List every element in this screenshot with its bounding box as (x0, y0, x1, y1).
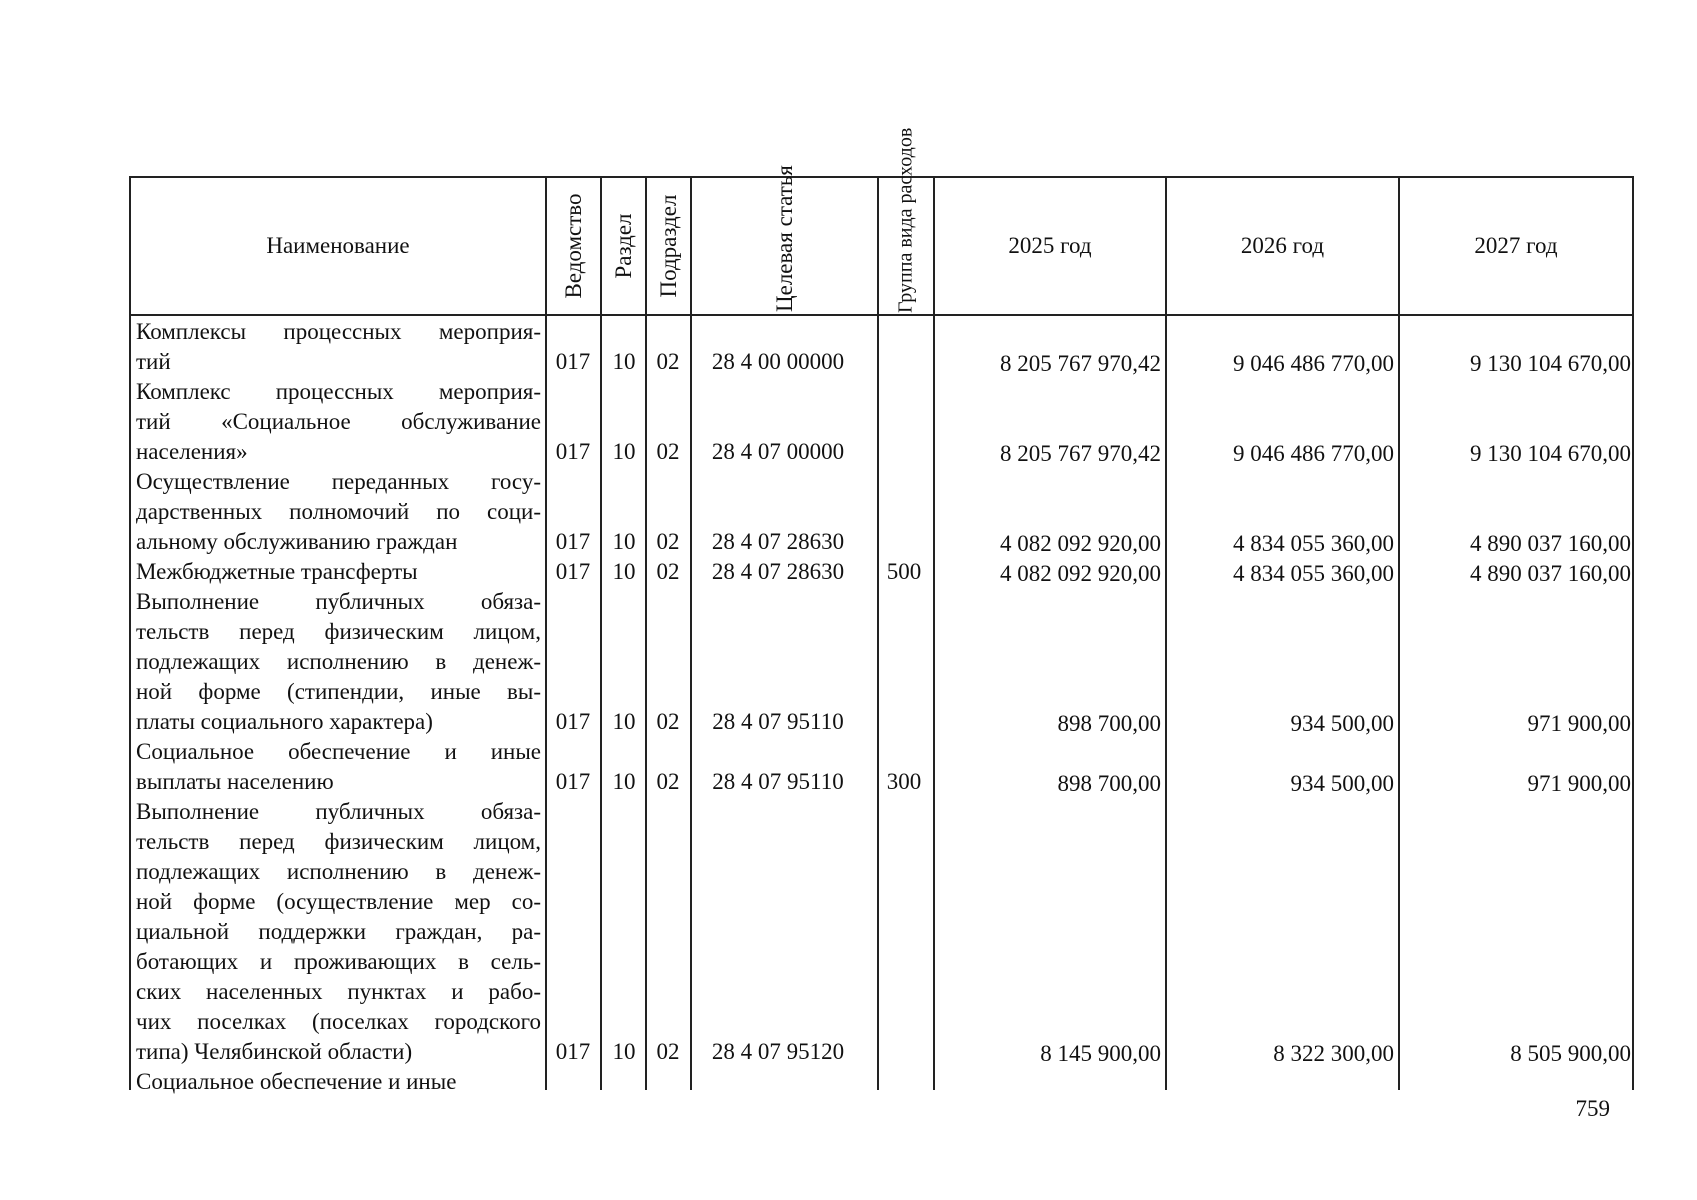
row-name-line: тельств перед физическим лицом, (136, 619, 541, 644)
cell-celevaya-statya: 28 4 07 95120 (711, 1039, 845, 1064)
row-name (136, 797, 541, 1067)
cell-gruppa-vida: 500 (886, 559, 922, 584)
cell-amount-2027: 4 890 037 160,00 (1470, 561, 1631, 586)
row-name-line: Выполнение публичных обяза- (136, 589, 541, 614)
cell-amount-2027: 9 130 104 670,00 (1470, 441, 1631, 466)
cell-razdel: 10 (612, 769, 636, 794)
row-name-line: чих поселках (поселках городского (136, 1009, 541, 1034)
header-celevaya-statya: Целевая статья (771, 165, 797, 312)
cell-podrazdel: 02 (656, 529, 680, 554)
row-name-line: подлежащих исполнению в денеж- (136, 859, 541, 884)
cell-razdel: 10 (612, 559, 636, 584)
row-name (136, 317, 541, 377)
row-name-line: тий (136, 349, 171, 374)
row-name-line: тий «Социальное обслуживание (136, 409, 541, 434)
cell-amount-2026: 9 046 486 770,00 (1233, 441, 1394, 466)
cell-razdel: 10 (612, 439, 636, 464)
cell-amount-2025: 4 082 092 920,00 (1000, 531, 1161, 556)
cell-podrazdel: 02 (656, 439, 680, 464)
cell-podrazdel: 02 (656, 1039, 680, 1064)
table-row (0, 377, 1697, 467)
cell-amount-2026: 934 500,00 (1290, 771, 1394, 796)
cell-celevaya-statya: 28 4 07 28630 (711, 529, 845, 554)
cell-vedomstvo: 017 (555, 439, 591, 464)
cell-amount-2026: 9 046 486 770,00 (1233, 351, 1394, 376)
cell-podrazdel: 02 (656, 559, 680, 584)
header-vedomstvo: Ведомство (560, 193, 586, 299)
cell-vedomstvo: 017 (555, 559, 591, 584)
row-name (136, 1067, 541, 1097)
cell-celevaya-statya: 28 4 07 00000 (711, 439, 845, 464)
table-row (0, 467, 1697, 557)
table-row (0, 557, 1697, 587)
cell-amount-2025: 8 205 767 970,42 (1000, 441, 1161, 466)
table-row (0, 1067, 1697, 1097)
table-header-divider (129, 314, 1634, 316)
row-name-line: Комплексы процессных мероприя- (136, 319, 541, 344)
row-name-line: подлежащих исполнению в денеж- (136, 649, 541, 674)
cell-razdel: 10 (612, 709, 636, 734)
row-name-line: дарственных полномочий по соци- (136, 499, 541, 524)
cell-amount-2027: 4 890 037 160,00 (1470, 531, 1631, 556)
header-razdel: Раздел (610, 213, 636, 279)
cell-podrazdel: 02 (656, 769, 680, 794)
table-row (0, 587, 1697, 737)
row-name-line: Комплекс процессных мероприя- (136, 379, 541, 404)
row-name-line: ботающих и проживающих в сель- (136, 949, 541, 974)
cell-celevaya-statya: 28 4 07 95110 (712, 709, 844, 734)
row-name (136, 737, 541, 797)
cell-vedomstvo: 017 (555, 529, 591, 554)
header-name: Наименование (266, 233, 410, 258)
row-name-line: Осуществление переданных госу- (136, 469, 541, 494)
row-name-line: циальной поддержки граждан, ра- (136, 919, 541, 944)
row-name-line: ной форме (стипендии, иные вы- (136, 679, 541, 704)
row-name-line: населения» (136, 439, 248, 464)
header-year-2027: 2027 год (1474, 233, 1558, 258)
table-row (0, 797, 1697, 1067)
cell-amount-2025: 898 700,00 (1057, 771, 1161, 796)
cell-vedomstvo: 017 (555, 709, 591, 734)
row-name (136, 587, 541, 737)
row-name (136, 467, 541, 557)
cell-amount-2026: 8 322 300,00 (1273, 1041, 1394, 1066)
row-name-line: ной форме (осуществление мер со- (136, 889, 541, 914)
cell-amount-2026: 4 834 055 360,00 (1233, 561, 1394, 586)
cell-vedomstvo: 017 (555, 769, 591, 794)
header-year-2025: 2025 год (1008, 233, 1092, 258)
header-gruppa-vida-rashodov: Группа вида расходов (894, 127, 917, 313)
cell-amount-2026: 934 500,00 (1290, 711, 1394, 736)
cell-razdel: 10 (612, 349, 636, 374)
cell-celevaya-statya: 28 4 07 28630 (711, 559, 845, 584)
row-name-line: Социальное обеспечение и иные (136, 739, 541, 764)
cell-amount-2025: 8 145 900,00 (1040, 1041, 1161, 1066)
cell-razdel: 10 (612, 1039, 636, 1064)
cell-vedomstvo: 017 (555, 1039, 591, 1064)
row-name-line: выплаты населению (136, 769, 334, 794)
row-name-line: Выполнение публичных обяза- (136, 799, 541, 824)
header-podrazdel: Подраздел (655, 194, 681, 298)
row-name-line: тельств перед физическим лицом, (136, 829, 541, 854)
header-year-2026: 2026 год (1240, 233, 1325, 258)
cell-amount-2025: 8 205 767 970,42 (1000, 351, 1161, 376)
row-name (136, 557, 541, 587)
cell-amount-2025: 898 700,00 (1057, 711, 1161, 736)
cell-amount-2027: 971 900,00 (1527, 771, 1631, 796)
cell-razdel: 10 (612, 529, 636, 554)
cell-amount-2027: 8 505 900,00 (1510, 1041, 1631, 1066)
row-name-line: ских населенных пунктах и рабо- (136, 979, 541, 1004)
cell-podrazdel: 02 (656, 349, 680, 374)
cell-amount-2026: 4 834 055 360,00 (1233, 531, 1394, 556)
row-name-line: платы социального характера) (136, 709, 433, 734)
page-number: 759 (1575, 1096, 1610, 1121)
table-row (0, 737, 1697, 797)
cell-amount-2027: 971 900,00 (1527, 711, 1631, 736)
cell-amount-2027: 9 130 104 670,00 (1470, 351, 1631, 376)
table-row (0, 317, 1697, 377)
row-name-line: Социальное обеспечение и иные (136, 1069, 457, 1094)
cell-amount-2025: 4 082 092 920,00 (1000, 561, 1161, 586)
cell-vedomstvo: 017 (555, 349, 591, 374)
cell-celevaya-statya: 28 4 00 00000 (711, 349, 845, 374)
row-name (136, 377, 541, 467)
row-name-line: Межбюджетные трансферты (136, 559, 418, 584)
cell-gruppa-vida: 300 (886, 769, 922, 794)
cell-celevaya-statya: 28 4 07 95110 (712, 769, 844, 794)
row-name-line: альному обслуживанию граждан (136, 529, 458, 554)
cell-podrazdel: 02 (656, 709, 680, 734)
row-name-line: типа) Челябинской области) (136, 1039, 413, 1064)
